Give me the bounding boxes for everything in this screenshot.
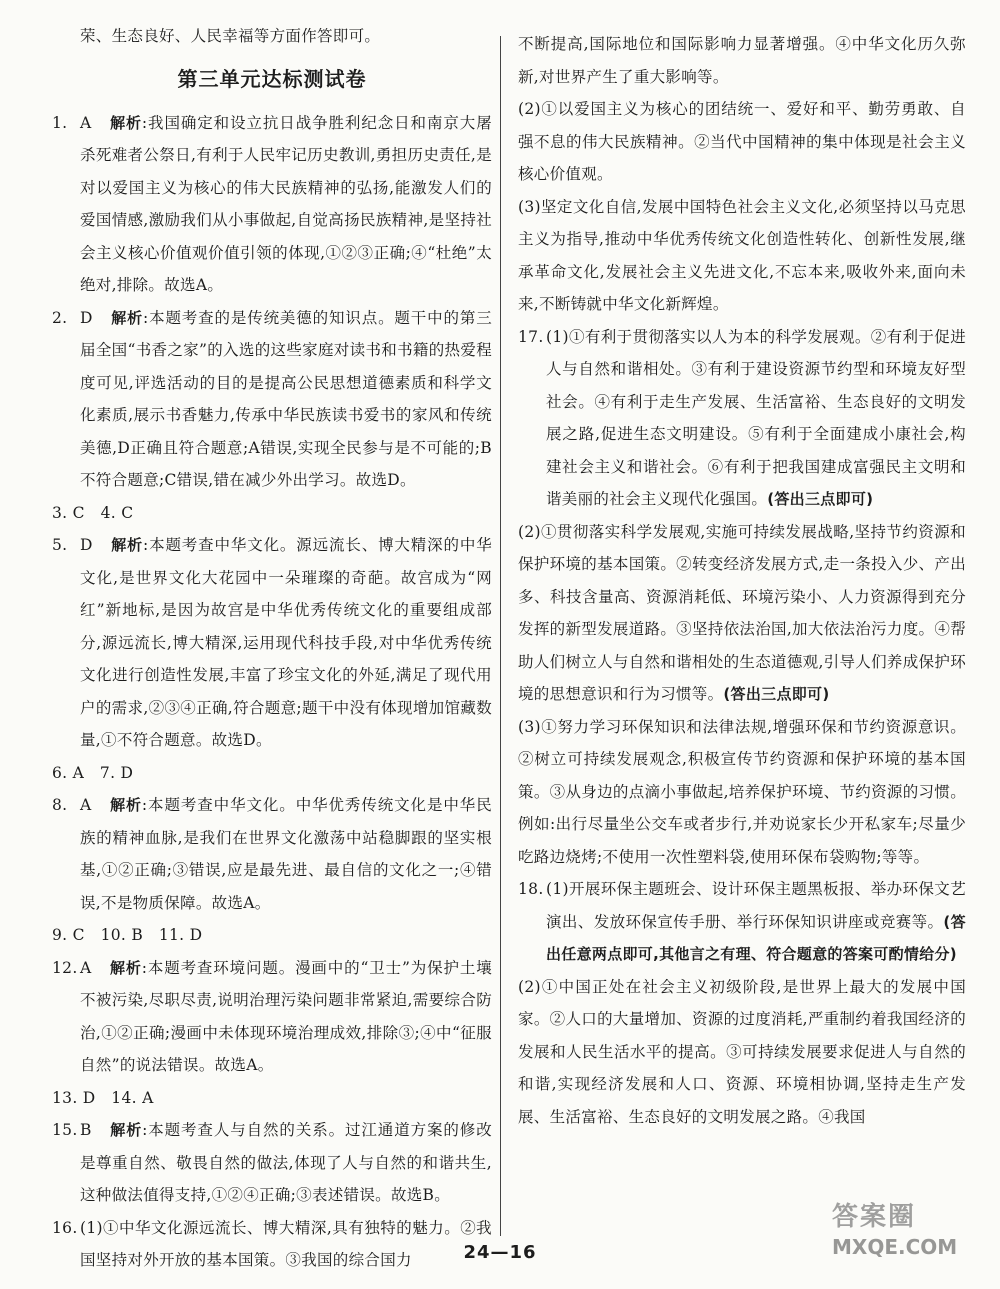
sub-answer: [518, 516, 966, 711]
analysis-text: :本题考查中华文化。中华优秀传统文化是中华民族的精神血脉,是我们在世界文化激荡中站稳脚跟的坚实根基,①②正确;③错误,应是最先进、最自信的文化之一;④错误,不是物质保障。故选A。: [80, 796, 492, 912]
analysis-text: :本题考查人与自然的关系。过江通道方案的修改是尊重自然、敬畏自然的做法,体现了人与自然的和谐共生,这种做法值得支持,①②④正确;③表述错误。故选B。: [80, 1121, 492, 1204]
item-number: 8.: [52, 796, 68, 814]
answer-choice: B: [80, 1121, 92, 1139]
analysis-text: :本题考查环境问题。漫画中的“卫士”为保护土壤不被污染,尽职尽责,说明治理污染问题非常紧迫,需要综合防治,①②正确;漫画中未体现环境治理成效,排除③;④中“征服自然”的说法错误。故选A。: [80, 958, 492, 1074]
answer-item: [518, 321, 966, 516]
item-number: 15.: [52, 1121, 78, 1139]
answer-item: [52, 529, 492, 757]
item-number: 17.: [518, 327, 544, 346]
analysis-label: 解析: [109, 958, 142, 977]
sub-answer: (3)坚定文化自信,发展中国特色社会主义文化,必须坚持以马克思主义为指导,推动中华优秀传统文化创造性转化、创新性发展,继承革命文化,发展社会主义先进文化,不忘本来,吸收外来,面向未来,不断铸就中华文化新辉煌。: [518, 197, 966, 313]
analysis-label: 解析: [109, 796, 142, 814]
analysis-label: 解析: [109, 113, 142, 132]
section-title: 第三单元达标测试卷: [177, 66, 367, 91]
answer-text: (1)①中华文化源远流长、博大精深,具有独特的魅力。②我国坚持对外开放的基本国策。③我国的综合国力: [80, 1218, 492, 1269]
item-number: 5.: [52, 536, 68, 554]
answer-text: (1)开展环保主题班会、设计环保主题黑板报、举办环保文艺演出、发放环保宣传手册、举行环保知识讲座或竞赛等。: [546, 880, 966, 931]
answer-choice: D: [80, 308, 93, 327]
short-answers: 3. C 4. C: [52, 503, 134, 522]
answer-item: [52, 952, 492, 1082]
sub-answer: (2)①以爱国主义为核心的团结统一、爱好和平、勤劳勇敢、自强不息的伟大民族精神。②当代中国精神的集中体现是社会主义核心价值观。: [518, 100, 966, 183]
analysis-text: :本题考查中华文化。源远流长、博大精深的中华文化,是世界文化大花园中一朵璀璨的奇葩。故宫成为“网红”新地标,是因为故宫是中华优秀传统文化的重要组成部分,源远流长,博大精深,运用现代科技手段,对中华优秀传统文化进行创造性发展,丰富了珍宝文化的外延,满足了现代用户的需求,②③④正确,符合题意;题干中没有体现增加馆藏数量,①不符合题意。故选D。: [80, 536, 493, 749]
answer-note: (答出三点即可): [767, 490, 874, 508]
item-number: 16.: [52, 1218, 78, 1237]
answer-item: [52, 107, 492, 302]
short-answers: 9. C 10. B 11. D: [52, 926, 203, 944]
item-number: 1.: [52, 113, 68, 132]
answer-item: [52, 789, 492, 919]
answer-item: [52, 1114, 492, 1212]
right-column: [518, 28, 966, 1133]
answer-continuation: 不断提高,国际地位和国际影响力显著增强。④中华文化历久弥新,对世界产生了重大影响等。: [518, 35, 966, 86]
continuation-text: 荣、生态良好、人民幸福等方面作答即可。: [80, 27, 381, 45]
answer-text: (2)①贯彻落实科学发展观,实施可持续发展战略,坚持节约资源和保护环境的基本国策。②转变经济发展方式,走一条投入少、产出多、科技含量高、资源消耗低、环境污染小、人力资源得到充分发挥的新型发展道路。③坚持依法治国,加大依法治污力度。④帮助人们树立人与自然和谐相处的生态道德观,引导人们养成保护环境的思想意识和行为习惯等。: [518, 522, 966, 703]
answer-choice: A: [80, 796, 92, 814]
answer-note: (答出任意两点即可,其他言之有理、符合题意的答案可酌情给分): [546, 912, 966, 963]
answer-item: [52, 302, 492, 497]
column-divider: [500, 36, 501, 1236]
watermark: [832, 1196, 982, 1280]
short-answers: 13. D 14. A: [52, 1088, 154, 1107]
answer-item: [518, 873, 966, 971]
answer-choice: D: [80, 536, 93, 554]
answer-choice: A: [80, 113, 92, 132]
watermark-url: MXQE.COM: [832, 1235, 958, 1259]
analysis-label: 解析: [110, 536, 144, 554]
analysis-label: 解析: [110, 308, 144, 327]
watermark-logo: 答案圈: [832, 1202, 917, 1232]
answer-text: (1)①有利于贯彻落实以人为本的科学发展观。②有利于促进人与自然和谐相处。③有利于建设资源节约型和环境友好型社会。④有利于走生产发展、生活富裕、生态良好的文明发展之路,促进生态文明建设。⑤有利于全面建成小康社会,构建社会主义和谐社会。⑥有利于把我国建成富强民主文明和谐美丽的社会主义现代化强国。: [546, 327, 966, 508]
analysis-text: :本题考查的是传统美德的知识点。题干中的第三届全国“书香之家”的入选的这些家庭对读书和书籍的热爱程度可见,评选活动的目的是提高公民思想道德素质和科学文化素质,展示书香魅力,传承中华民族读书爱书的家风和传统美德,D正确且符合题意;A错误,实现全民参与是不可能的;B不符合题意;C错误,错在减少外出学习。故选D。: [80, 308, 493, 489]
item-number: 2.: [52, 308, 68, 327]
sub-answer: (3)①努力学习环保知识和法律法规,增强环保和节约资源意识。②树立可持续发展观念,积极宣传节约资源和保护环境的基本国策。③从身边的点滴小事做起,培养保护环境、节约资源的习惯。例如:出行尽量坐公交车或者步行,并劝说家长少开私家车;尽量少吃路边烧烤;不使用一次性塑料袋,使用环保布袋购物;等等。: [518, 717, 966, 866]
page-number: 24—16: [463, 1242, 537, 1263]
analysis-text: :我国确定和设立抗日战争胜利纪念日和南京大屠杀死难者公祭日,有利于人民牢记历史教训,勇担历史责任,是对以爱国主义为核心的伟大民族精神的弘扬,能激发人们的爱国情感,激励我们从小事做起,自觉高扬民族精神,是坚持社会主义核心价值观价值引领的体现,①②③正确;④“杜绝”太绝对,排除。故选A。: [80, 113, 492, 294]
answer-note: (答出三点即可): [723, 685, 830, 703]
analysis-label: 解析: [109, 1121, 143, 1139]
item-number: 12.: [52, 958, 78, 977]
short-answers: 6. A 7. D: [52, 763, 134, 782]
left-column: [52, 20, 492, 1277]
item-number: 18.: [518, 880, 544, 898]
sub-answer: (2)①中国正处在社会主义初级阶段,是世界上最大的发展中国家。②人口的大量增加、资源的过度消耗,严重制约着我国经济的发展和人民生活水平的提高。③可持续发展要求促进人与自然的和谐,实现经济发展和人口、资源、环境相协调,坚持走生产发展、生活富裕、生态良好的文明发展之路。④我国: [518, 977, 966, 1126]
answer-choice: A: [80, 958, 92, 977]
